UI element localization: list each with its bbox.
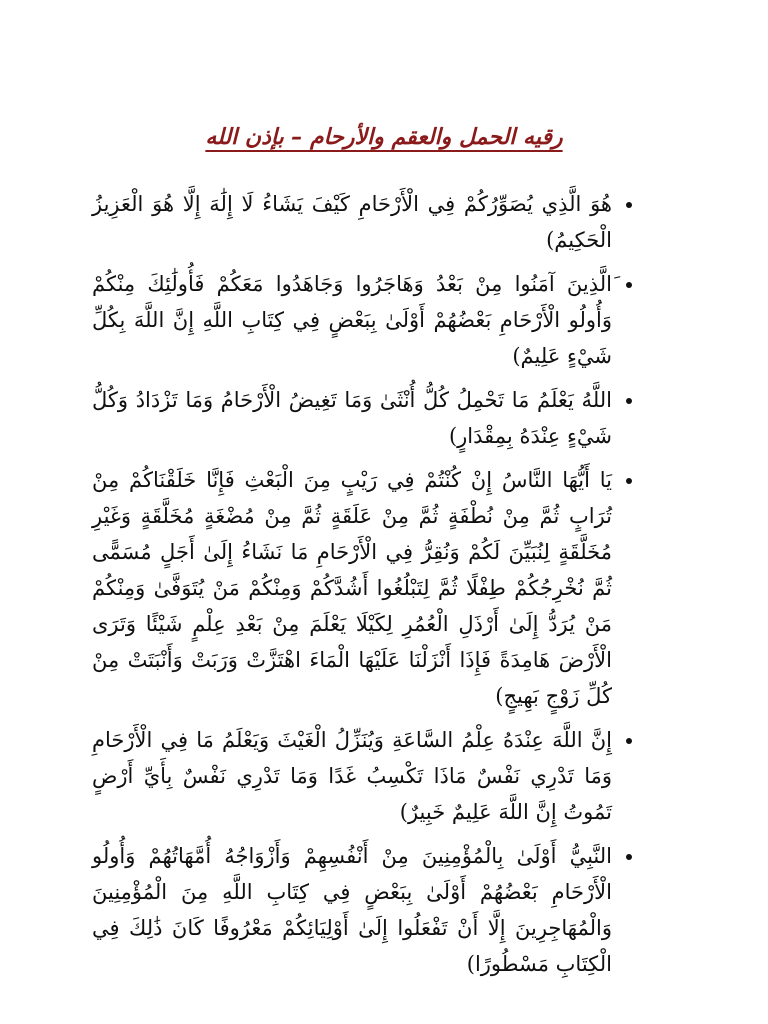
page-title: رقيه الحمل والعقم والأرحام – بإذن الله <box>205 125 563 150</box>
bullet-icon <box>626 854 632 860</box>
verse-text: النَّبِيُّ أَوْلَىٰ بِالْمُؤْمِنِينَ مِنْ أَنْفُسِهِمْ وَأَزْوَاجُهُ أُمَّهَاتُهُمْ وَأُولُو الْأَرْحَامِ بَعْضُهُمْ أَوْلَىٰ بِبَعْضٍ فِي كِتَابِ اللَّهِ مِنَ الْمُؤْمِنِينَ وَالْمُهَاجِرِينَ إِلَّا أَنْ تَفْعَلُوا إِلَىٰ أَوْلِيَائِكُمْ مَعْرُوفًا كَانَ ذَٰلِكَ فِي الْكِتَابِ مَسْطُورًا) <box>92 844 612 976</box>
verse-text: إِنَّ اللَّهَ عِنْدَهُ عِلْمُ السَّاعَةِ وَيُنَزِّلُ الْغَيْثَ وَيَعْلَمُ مَا فِي الْأَرْحَامِ وَمَا تَدْرِي نَفْسٌ مَاذَا تَكْسِبُ غَدًا وَمَا تَدْرِي نَفْسٌ بِأَيِّ أَرْضٍ تَمُوتُ إِنَّ اللَّهَ عَلِيمٌ خَبِيرٌ) <box>92 728 612 824</box>
bullet-icon <box>626 478 632 484</box>
bullet-icon <box>626 202 632 208</box>
verse-item-4 <box>92 462 612 714</box>
verse-list <box>92 186 612 990</box>
bullet-icon <box>626 398 632 404</box>
verse-text: يَا أَيُّهَا النَّاسُ إِنْ كُنْتُمْ فِي رَيْبٍ مِنَ الْبَعْثِ فَإِنَّا خَلَقْنَاكُمْ مِنْ تُرَابٍ ثُمَّ مِنْ نُطْفَةٍ ثُمَّ مِنْ عَلَقَةٍ ثُمَّ مِنْ مُضْغَةٍ مُخَلَّقَةٍ وَغَيْرِ مُخَلَّقَةٍ لِنُبَيِّنَ لَكُمْ وَنُقِرُّ فِي الْأَرْحَامِ مَا نَشَاءُ إِلَىٰ أَجَلٍ مُسَمًّى ثُمَّ نُخْرِجُكُمْ طِفْلًا ثُمَّ لِتَبْلُغُوا أَشُدَّكُمْ وَمِنْكُمْ مَنْ يُتَوَفَّىٰ وَمِنْكُمْ مَنْ يُرَدُّ إِلَىٰ أَرْذَلِ الْعُمُرِ لِكَيْلَا يَعْلَمَ مِنْ بَعْدِ عِلْمٍ شَيْئًا وَتَرَى الْأَرْضَ هَامِدَةً فَإِذَا أَنْزَلْنَا عَلَيْهَا الْمَاءَ اهْتَزَّتْ وَرَبَتْ وَأَنْبَتَتْ مِنْ كُلِّ زَوْجٍ بَهِيجٍ) <box>92 468 612 708</box>
verse-text: َالَّذِينَ آمَنُوا مِنْ بَعْدُ وَهَاجَرُوا وَجَاهَدُوا مَعَكُمْ فَأُولَٰئِكَ مِنْكُمْ وَأُولُو الْأَرْحَامِ بَعْضُهُمْ أَوْلَىٰ بِبَعْضٍ فِي كِتَابِ اللَّهِ إِنَّ اللَّهَ بِكُلِّ شَيْءٍ عَلِيمٌ) <box>92 272 612 368</box>
bullet-icon <box>626 738 632 744</box>
verse-item-2 <box>92 266 612 374</box>
verse-item-3 <box>92 382 612 454</box>
verse-text: اللَّهُ يَعْلَمُ مَا تَحْمِلُ كُلُّ أُنْثَىٰ وَمَا تَغِيضُ الْأَرْحَامُ وَمَا تَزْدَادُ وَكُلُّ شَيْءٍ عِنْدَهُ بِمِقْدَارٍ) <box>92 388 612 448</box>
verse-item-1 <box>92 186 612 258</box>
verse-item-6 <box>92 838 612 982</box>
verse-text: هُوَ الَّذِي يُصَوِّرُكُمْ فِي الْأَرْحَامِ كَيْفَ يَشَاءُ لَا إِلَٰهَ إِلَّا هُوَ الْعَزِيزُ الْحَكِيمُ) <box>92 192 612 252</box>
verse-item-5 <box>92 722 612 830</box>
bullet-icon <box>626 282 632 288</box>
